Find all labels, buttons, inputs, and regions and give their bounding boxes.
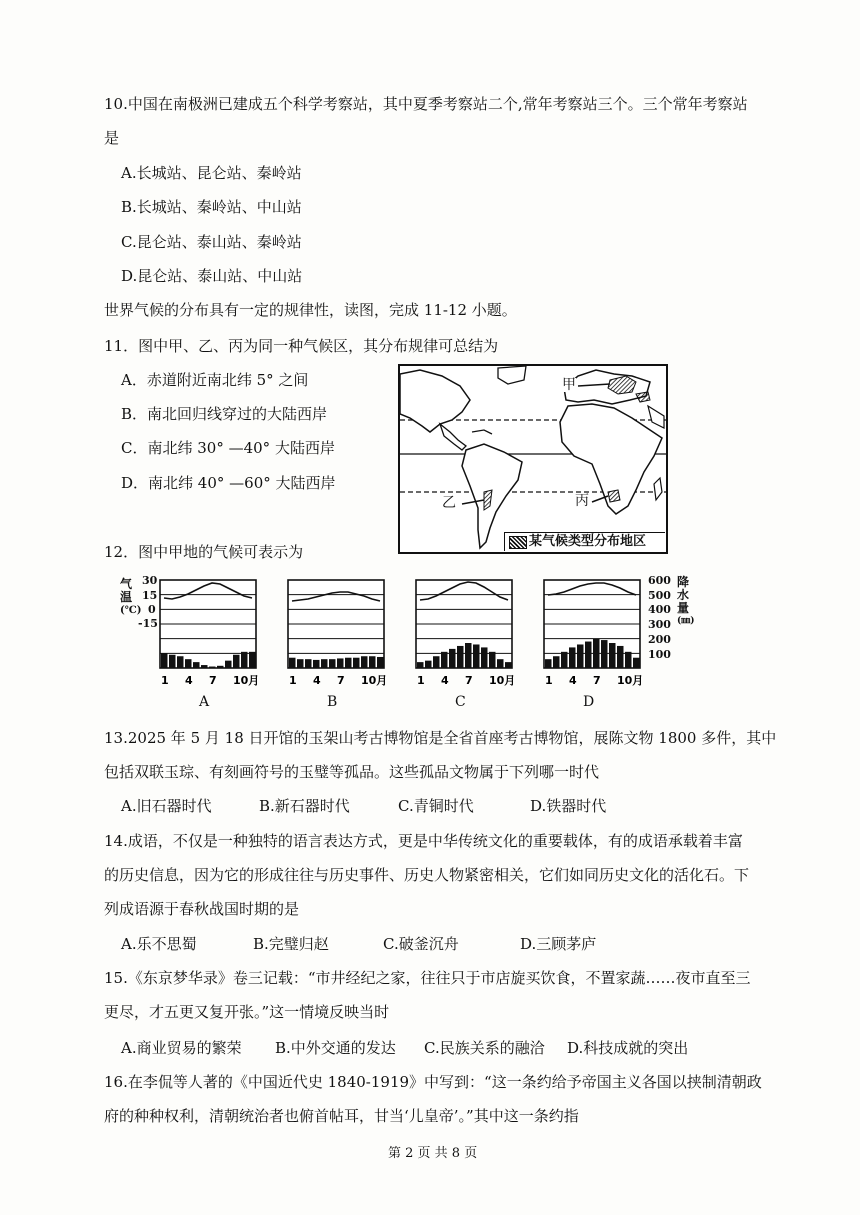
q10-option-c: C.昆仑站、泰山站、秦岭站: [121, 233, 302, 251]
q14-stem-line1: 14.成语，不仅是一种独特的语言表达方式，更是中华传统文化的重要载体，有的成语承载着丰富: [104, 832, 743, 850]
q16-stem-line2: 府的种种权利，清朝统治者也俯首帖耳，甘当‘儿皇帝’。”其中这一条约指: [104, 1107, 579, 1125]
month-tick-label: 7: [209, 674, 217, 687]
q13-option-d: D.铁器时代: [530, 797, 607, 815]
precip-bar-10: [617, 646, 624, 668]
precip-bar-5: [577, 644, 584, 668]
precip-bar-8: [217, 666, 224, 668]
map-label-bing: 丙: [575, 493, 589, 509]
precip-bar-9: [609, 643, 616, 668]
precip-bar-5: [321, 659, 328, 668]
precip-bar-11: [369, 656, 376, 668]
q11-option-d: D．南北纬 40° —60° 大陆西岸: [121, 474, 336, 492]
month-tick-label: 1: [417, 674, 425, 687]
precip-bar-6: [585, 642, 592, 668]
q15-option-a: A.商业贸易的繁荣: [121, 1039, 242, 1057]
precip-bar-3: [177, 656, 184, 668]
q12-stem: 12．图中甲地的气候可表示为: [104, 543, 304, 561]
precip-bar-9: [353, 658, 360, 668]
precip-bar-1: [161, 653, 168, 668]
month-tick-label: 7: [593, 674, 601, 687]
precip-bar-4: [185, 659, 192, 668]
q10-stem-line2: 是: [104, 129, 120, 147]
q13-option-b: B.新石器时代: [259, 797, 350, 815]
climate-chart-b: [282, 574, 414, 698]
precip-bar-11: [497, 659, 504, 668]
legend-label: 某气候类型分布地区: [529, 534, 647, 549]
map-label-yi: 乙: [442, 495, 456, 511]
q14-option-a: A.乐不思蜀: [121, 935, 197, 953]
precip-bar-2: [297, 659, 304, 668]
month-tick-label: 1: [161, 674, 169, 687]
chart-letter-b: B: [327, 694, 338, 710]
precip-bar-8: [473, 644, 480, 668]
precip-bar-12: [249, 652, 256, 668]
month-tick-label: 7: [465, 674, 473, 687]
map-drawing: [400, 366, 666, 552]
climate-chart-d: [538, 574, 670, 698]
region-bing: [608, 490, 620, 502]
q15-option-d: D.科技成就的突出: [567, 1039, 689, 1057]
q14-stem-line3: 列成语源于春秋战国时期的是: [104, 900, 300, 918]
q14-stem-line2: 的历史信息，因为它的形成往往与历史事件、历史人物紧密相关，它们如同历史文化的活化石。下: [104, 866, 750, 884]
europe-shape: [564, 370, 650, 404]
q10-option-a: A.长城站、昆仑站、秦岭站: [121, 164, 302, 182]
month-tick-label: 10月: [233, 674, 260, 687]
q15-stem-line2: 更尽，才五更又复开张。”这一情境反映当时: [104, 1003, 390, 1021]
precip-bar-10: [361, 656, 368, 668]
q11-stem: 11．图中甲、乙、丙为同一种气候区，其分布规律可总结为: [104, 337, 499, 355]
month-tick-label: 4: [313, 674, 321, 687]
month-tick-label: 1: [545, 674, 553, 687]
precip-bar-8: [601, 640, 608, 668]
map-legend: [504, 532, 665, 551]
precip-bar-9: [481, 647, 488, 668]
precip-bar-2: [553, 656, 560, 668]
q16-stem-line1: 16.在李侃等人著的《中国近代史 1840-1919》中写到：“这一条约给予帝国主义各国以挟制清朝政: [104, 1073, 762, 1091]
precip-bar-12: [505, 662, 512, 668]
q14-option-b: B.完璧归赵: [253, 935, 329, 953]
q11-option-a: A．赤道附近南北纬 5° 之间: [121, 371, 309, 389]
legend-hatch-swatch: [509, 536, 527, 549]
q10-option-d: D.昆仑站、泰山站、中山站: [121, 267, 303, 285]
precip-bar-2: [169, 655, 176, 668]
month-tick-label: 1: [289, 674, 297, 687]
q15-option-c: C.民族关系的融洽: [424, 1039, 545, 1057]
precip-bar-2: [425, 661, 432, 668]
precip-bar-11: [625, 652, 632, 668]
precip-bar-1: [289, 658, 296, 668]
north-america-shape: [400, 370, 470, 432]
q15-stem-line1: 15.《东京梦华录》卷三记载：“市井经纪之家，往往只于市店旋买饮食，不置家蔬……夜市直至三: [104, 969, 751, 987]
q13-option-a: A.旧石器时代: [121, 797, 212, 815]
chart-letter-d: D: [583, 694, 595, 710]
month-tick-label: 4: [441, 674, 449, 687]
precip-bar-7: [593, 639, 600, 668]
month-tick-label: 10月: [617, 674, 644, 687]
precip-bar-8: [345, 658, 352, 668]
precip-bar-9: [225, 661, 232, 668]
precip-bar-3: [305, 659, 312, 668]
precip-bar-7: [465, 643, 472, 668]
precip-bar-12: [377, 657, 384, 668]
precip-bar-7: [209, 667, 216, 668]
precip-bar-12: [633, 658, 640, 668]
q15-option-b: B.中外交通的发达: [275, 1039, 396, 1057]
q10-option-b: B.长城站、秦岭站、中山站: [121, 198, 302, 216]
precip-bar-7: [337, 658, 344, 668]
precip-bar-5: [193, 662, 200, 668]
q10-stem-line1: 10.中国在南极洲已建成五个科学考察站，其中夏季考察站二个,常年考察站三个。三个常年考察站: [104, 95, 748, 113]
q11-option-b: B．南北回归线穿过的大陆西岸: [121, 405, 328, 423]
month-tick-label: 10月: [361, 674, 388, 687]
map-label-jia: 甲: [562, 377, 576, 393]
chart-letter-a: A: [199, 694, 210, 710]
precip-bar-10: [233, 655, 240, 668]
climate-chart-a: [154, 574, 286, 698]
precip-bar-10: [489, 652, 496, 668]
q13-stem-line2: 包括双联玉琮、有刻画符号的玉璧等孤品。这些孤品文物属于下列哪一时代: [104, 763, 600, 781]
q14-option-d: D.三顾茅庐: [520, 935, 597, 953]
month-tick-label: 4: [569, 674, 577, 687]
page-footer: 第 2 页 共 8 页: [388, 1146, 478, 1161]
precip-bar-6: [457, 646, 464, 668]
precip-bar-4: [313, 660, 320, 668]
q13-option-c: C.青铜时代: [398, 797, 474, 815]
precip-bar-6: [201, 665, 208, 668]
precip-bar-3: [433, 656, 440, 668]
precip-bar-4: [441, 652, 448, 668]
precip-axis-title: 降 水 量 (㎜): [677, 575, 695, 626]
temp-axis-title: 气 温 (℃): [120, 577, 142, 616]
month-tick-label: 10月: [489, 674, 516, 687]
q13-stem-line1: 13.2025 年 5 月 18 日开馆的玉架山考古博物馆是全省首座考古博物馆，展陈文物 1800 多件，其中: [104, 729, 777, 747]
precip-bar-1: [417, 662, 424, 668]
chart-letter-c: C: [455, 694, 466, 710]
month-tick-label: 7: [337, 674, 345, 687]
precip-bar-11: [241, 652, 248, 668]
precip-bar-6: [329, 659, 336, 668]
precip-bar-1: [545, 659, 552, 668]
precip-bar-3: [561, 652, 568, 668]
intro-11-12: 世界气候的分布具有一定的规律性，读图，完成 11-12 小题。: [104, 301, 517, 319]
precip-bar-5: [449, 649, 456, 668]
precip-bar-4: [569, 647, 576, 668]
climate-distribution-map: [398, 364, 668, 554]
month-tick-label: 4: [185, 674, 193, 687]
climate-chart-c: [410, 574, 542, 698]
q14-option-c: C.破釜沉舟: [383, 935, 459, 953]
q11-option-c: C．南北纬 30° —40° 大陆西岸: [121, 439, 335, 457]
